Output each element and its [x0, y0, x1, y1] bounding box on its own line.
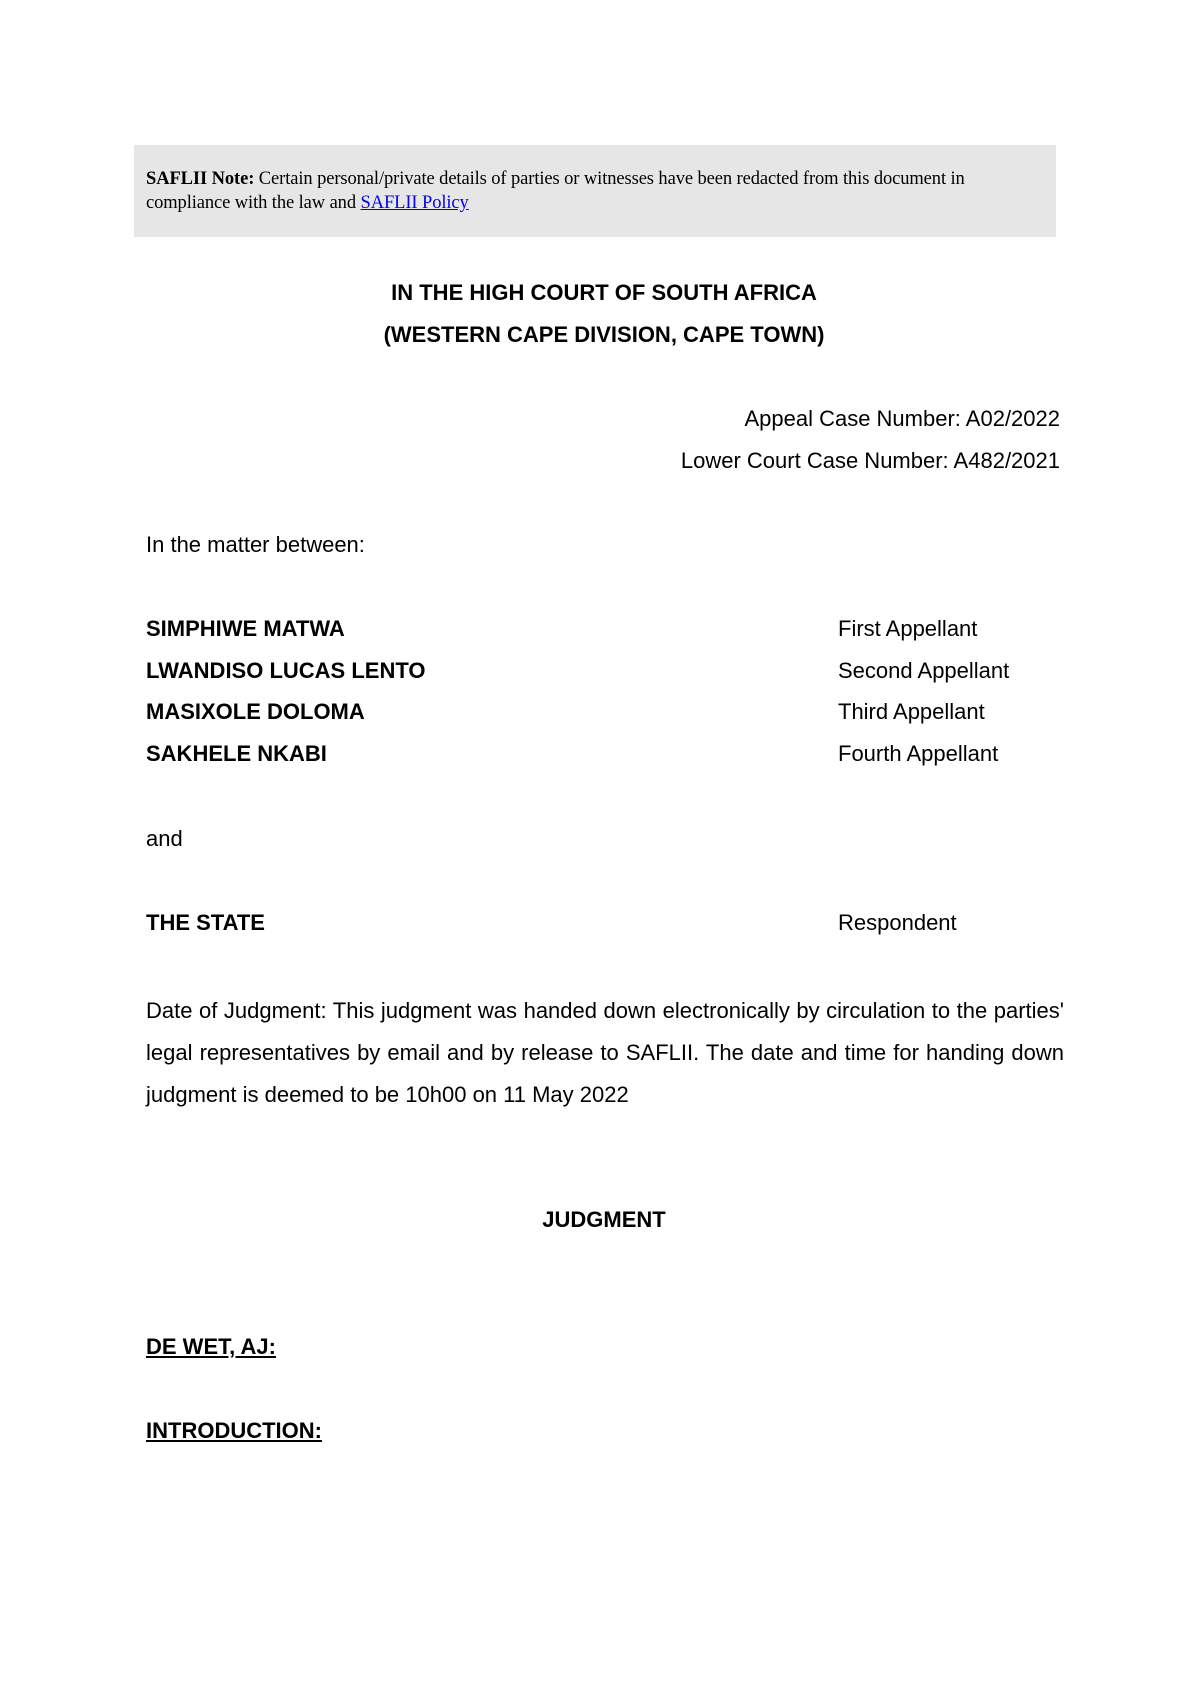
party-name-4: SAKHELE NKABI: [146, 741, 327, 766]
judge-name: DE WET, AJ:: [146, 1334, 276, 1359]
date-of-judgment-paragraph: Date of Judgment: This judgment was handed down electronically by circulation to the parties' legal representatives by email and by release to SAFLII. The date and time for handing down judgment is deemed to be 10h00 on 11 May 2022: [146, 998, 1064, 1107]
party-role-3: Third Appellant: [838, 699, 985, 724]
note-text: Certain personal/private details of parties or witnesses have been redacted from this document in compliance with the law and: [146, 169, 965, 213]
judgment-heading: JUDGMENT: [542, 1207, 666, 1232]
respondent-role: Respondent: [838, 910, 957, 935]
party-name-1: SIMPHIWE MATWA: [146, 616, 345, 641]
respondent-name: THE STATE: [146, 910, 265, 935]
party-role-2: Second Appellant: [838, 658, 1010, 683]
appeal-case-number: Appeal Case Number: A02/2022: [744, 406, 1060, 431]
and-text: and: [146, 826, 183, 851]
introduction-heading: INTRODUCTION:: [146, 1418, 322, 1443]
matter-intro: In the matter between:: [146, 532, 365, 557]
party-role-1: First Appellant: [838, 616, 978, 641]
saflii-note-box: [134, 145, 1056, 237]
lower-court-case-number: Lower Court Case Number: A482/2021: [680, 448, 1060, 473]
party-name-3: MASIXOLE DOLOMA: [146, 699, 365, 724]
court-division: (WESTERN CAPE DIVISION, CAPE TOWN): [383, 322, 825, 347]
saflii-policy-link[interactable]: SAFLII Policy: [360, 193, 469, 213]
party-name-2: LWANDISO LUCAS LENTO: [146, 658, 426, 683]
court-name: IN THE HIGH COURT OF SOUTH AFRICA: [391, 280, 817, 305]
note-label: SAFLII Note:: [146, 169, 255, 189]
party-role-4: Fourth Appellant: [838, 741, 999, 766]
